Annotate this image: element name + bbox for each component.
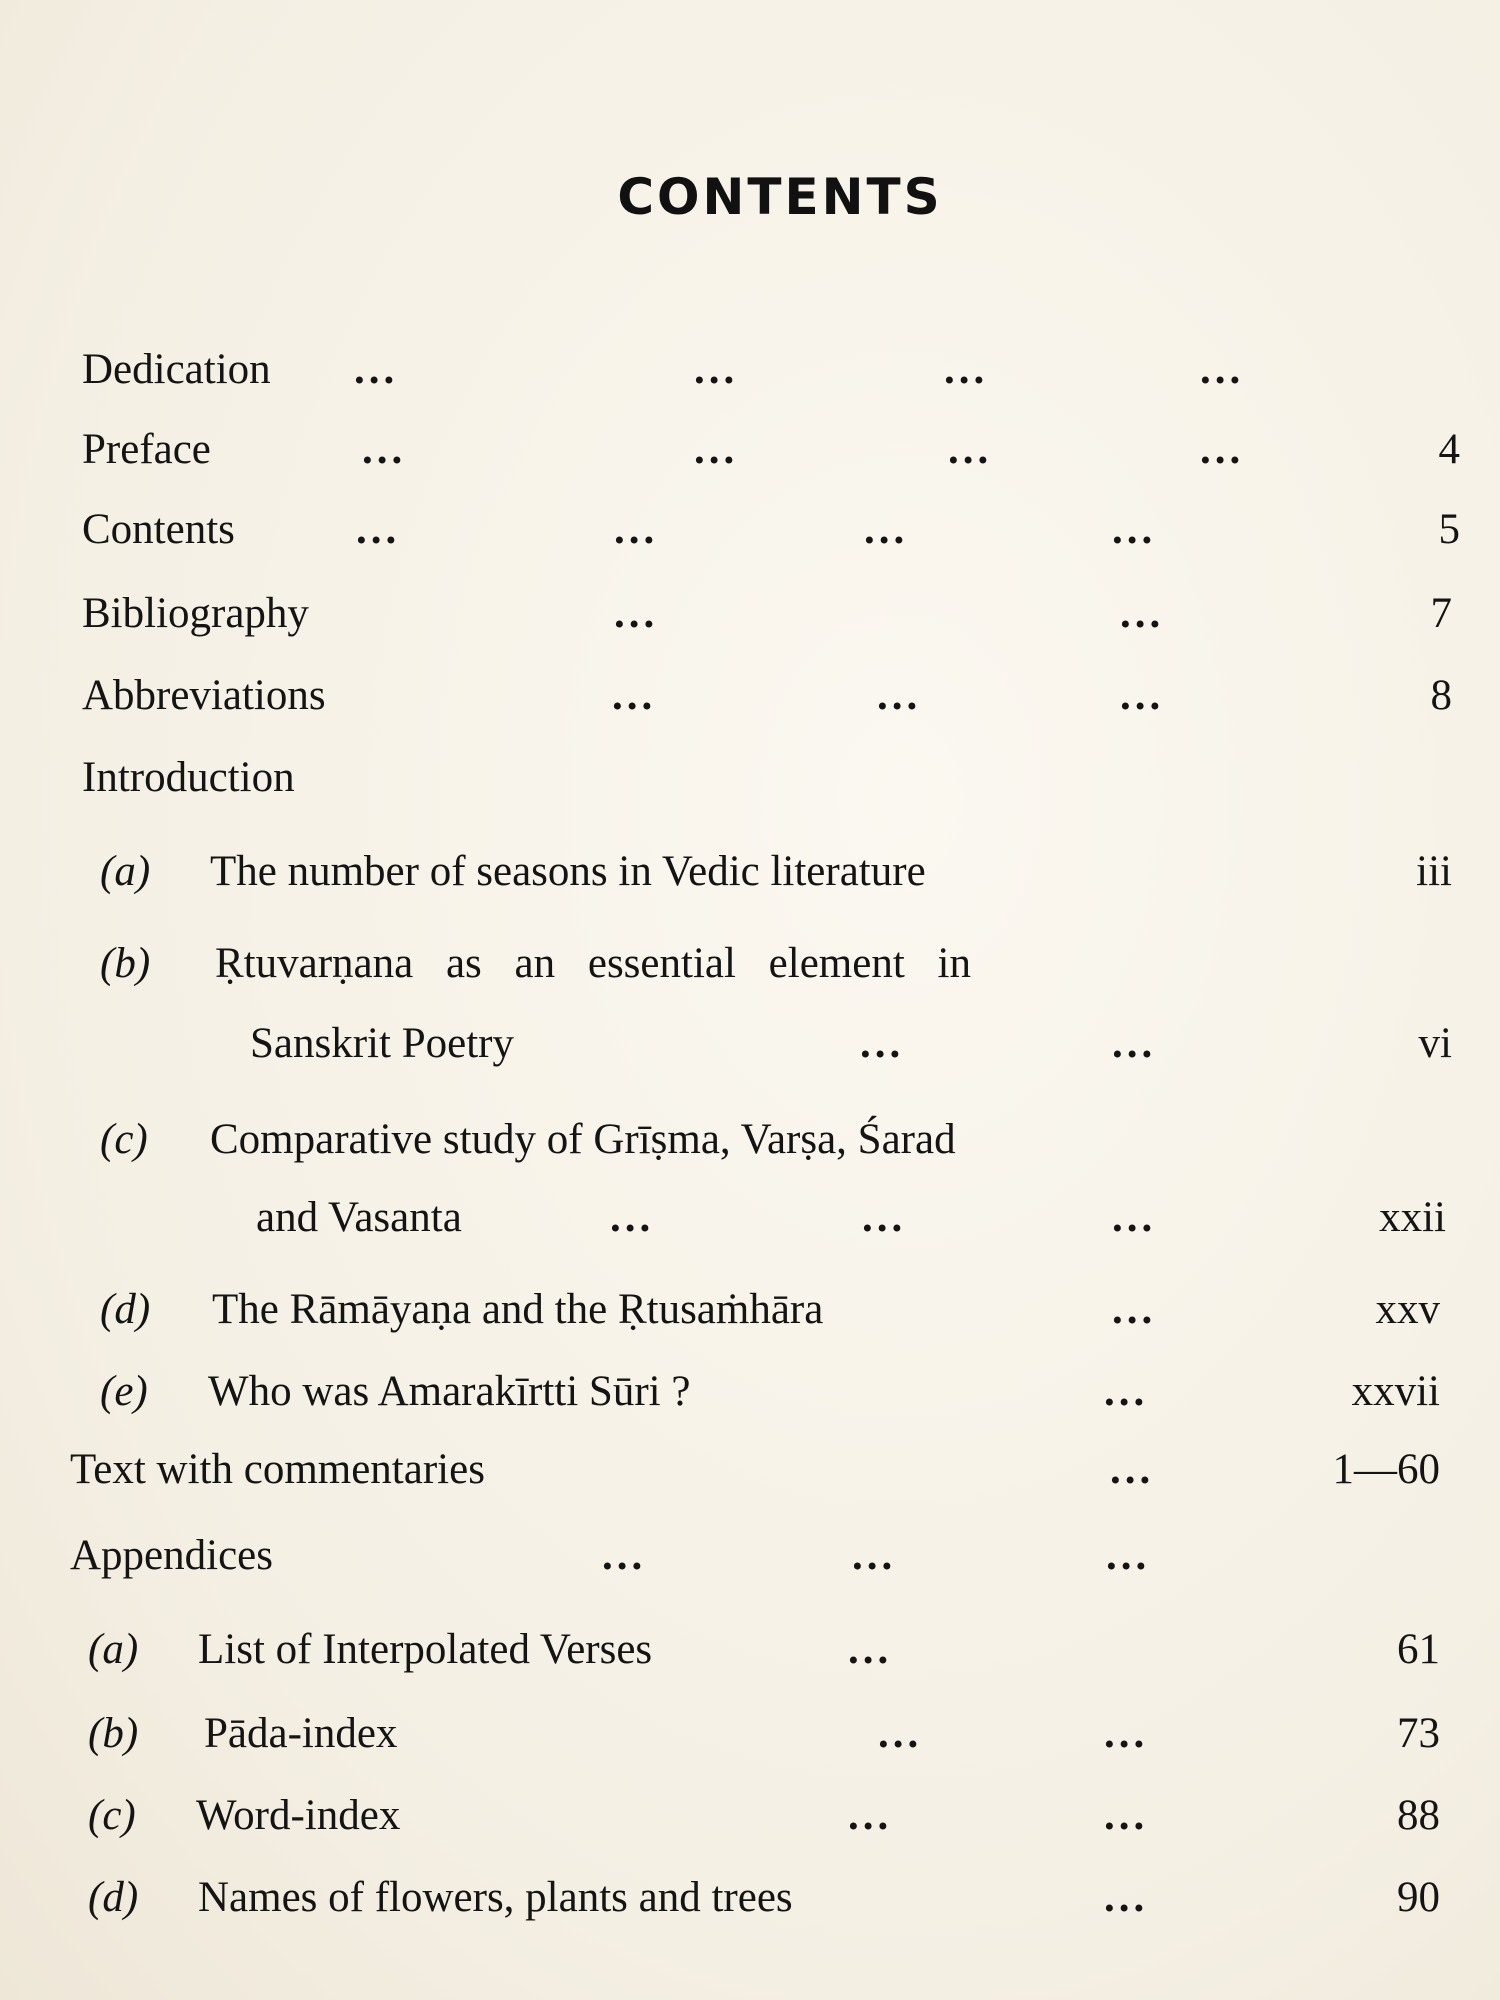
leader-dots: ...	[864, 506, 909, 553]
leader-dots: ...	[1120, 590, 1165, 637]
entry-label: and Vasanta	[256, 1194, 462, 1241]
leader-dots: ...	[1200, 426, 1245, 473]
entry-label: Comparative study of Grīṣma, Varṣa, Śarad	[210, 1116, 956, 1163]
entry-page: xxii	[1379, 1194, 1446, 1241]
leader-dots: ...	[1110, 1446, 1155, 1493]
leader-dots: ...	[612, 672, 657, 719]
entry-page: 4	[1438, 426, 1460, 473]
leader-dots: ...	[878, 1710, 923, 1757]
leader-dots: ...	[862, 1194, 907, 1241]
toc-entry-preface	[82, 420, 1460, 480]
entry-page: 73	[1397, 1710, 1440, 1757]
entry-marker: (d)	[88, 1874, 139, 1921]
entry-label: Names of flowers, plants and trees	[198, 1874, 793, 1921]
entry-page: 61	[1397, 1626, 1440, 1673]
entry-marker: (a)	[100, 848, 151, 895]
entry-page: 8	[1430, 672, 1452, 719]
toc-subentry-comparative	[100, 1110, 1452, 1170]
toc-subentry-ramayana	[100, 1280, 1440, 1340]
leader-dots: ...	[1112, 1194, 1157, 1241]
entry-marker: (b)	[100, 940, 151, 987]
leader-dots: ...	[1200, 346, 1245, 393]
leader-dots: ...	[948, 426, 993, 473]
entry-label: Appendices	[70, 1532, 273, 1579]
toc-entry-bibliography	[82, 584, 1452, 644]
leader-dots: ...	[694, 426, 739, 473]
leader-dots: ...	[1120, 672, 1165, 719]
leader-dots: ...	[877, 672, 922, 719]
entry-page: 5	[1438, 506, 1460, 553]
entry-page: xxv	[1375, 1286, 1440, 1333]
entry-label: Ṛtuvarṇana as an essential element in	[215, 940, 971, 987]
toc-subentry-flowers	[88, 1868, 1440, 1928]
toc-subentry-rtuvarnana	[100, 934, 1452, 994]
leader-dots: ...	[1104, 1874, 1149, 1921]
entry-label: Abbreviations	[82, 672, 326, 719]
toc-subentry-word-index	[88, 1786, 1440, 1846]
toc-subentry-interpolated	[88, 1620, 1440, 1680]
entry-label: Pāda-index	[204, 1710, 398, 1757]
entry-page: 7	[1430, 590, 1452, 637]
entry-page: iii	[1416, 848, 1452, 895]
entry-marker: (d)	[100, 1286, 151, 1333]
leader-dots: ...	[1112, 506, 1157, 553]
leader-dots: ...	[362, 426, 407, 473]
entry-label: Word-index	[196, 1792, 401, 1839]
entry-marker: (c)	[88, 1792, 136, 1839]
entry-label: Introduction	[82, 754, 295, 801]
leader-dots: ...	[944, 346, 989, 393]
toc-subentry-continuation	[250, 1014, 1452, 1074]
leader-dots: ...	[848, 1626, 893, 1673]
toc-entry-abbreviations	[82, 666, 1452, 726]
entry-label: Dedication	[82, 346, 271, 393]
leader-dots: ...	[694, 346, 739, 393]
entry-marker: (c)	[100, 1116, 148, 1163]
leader-dots: ...	[614, 590, 659, 637]
entry-label: The Rāmāyaṇa and the Ṛtusaṁhāra	[212, 1286, 824, 1333]
toc-subentry-pada-index	[88, 1704, 1440, 1764]
leader-dots: ...	[1104, 1792, 1149, 1839]
entry-label: Contents	[82, 506, 235, 553]
leader-dots: ...	[1112, 1020, 1157, 1067]
entry-label: Who was Amarakīrtti Sūri ?	[208, 1368, 691, 1415]
leader-dots: ...	[602, 1532, 647, 1579]
toc-entry-contents	[82, 500, 1460, 560]
leader-dots: ...	[614, 506, 659, 553]
entry-page: xxvii	[1351, 1368, 1440, 1415]
entry-page: 90	[1397, 1874, 1440, 1921]
entry-label: List of Interpolated Verses	[198, 1626, 653, 1673]
entry-page: 1—60	[1332, 1446, 1440, 1493]
entry-label: Preface	[82, 426, 211, 473]
toc-entry-appendices	[70, 1526, 1440, 1586]
leader-dots: ...	[356, 506, 401, 553]
entry-label: Sanskrit Poetry	[250, 1020, 514, 1067]
page-title: CONTENTS	[617, 168, 943, 226]
entry-marker: (b)	[88, 1710, 139, 1757]
leader-dots: ...	[610, 1194, 655, 1241]
toc-entry-text	[70, 1440, 1440, 1500]
entry-marker: (e)	[100, 1368, 148, 1415]
leader-dots: ...	[1104, 1710, 1149, 1757]
toc-entry-introduction	[82, 748, 1452, 808]
entry-page: vi	[1418, 1020, 1452, 1067]
toc-entry-dedication	[82, 340, 1432, 400]
leader-dots: ...	[354, 346, 399, 393]
leader-dots: ...	[1112, 1286, 1157, 1333]
leader-dots: ...	[860, 1020, 905, 1067]
toc-subentry-amarakirtti	[100, 1362, 1440, 1422]
toc-subentry-seasons	[100, 842, 1452, 902]
leader-dots: ...	[1106, 1532, 1151, 1579]
entry-label: Text with commentaries	[70, 1446, 485, 1493]
entry-label: Bibliography	[82, 590, 309, 637]
entry-label: The number of seasons in Vedic literature	[210, 848, 926, 895]
leader-dots: ...	[1104, 1368, 1149, 1415]
entry-page: 88	[1397, 1792, 1440, 1839]
leader-dots: ...	[852, 1532, 897, 1579]
leader-dots: ...	[848, 1792, 893, 1839]
entry-marker: (a)	[88, 1626, 139, 1673]
toc-subentry-continuation	[256, 1188, 1446, 1248]
